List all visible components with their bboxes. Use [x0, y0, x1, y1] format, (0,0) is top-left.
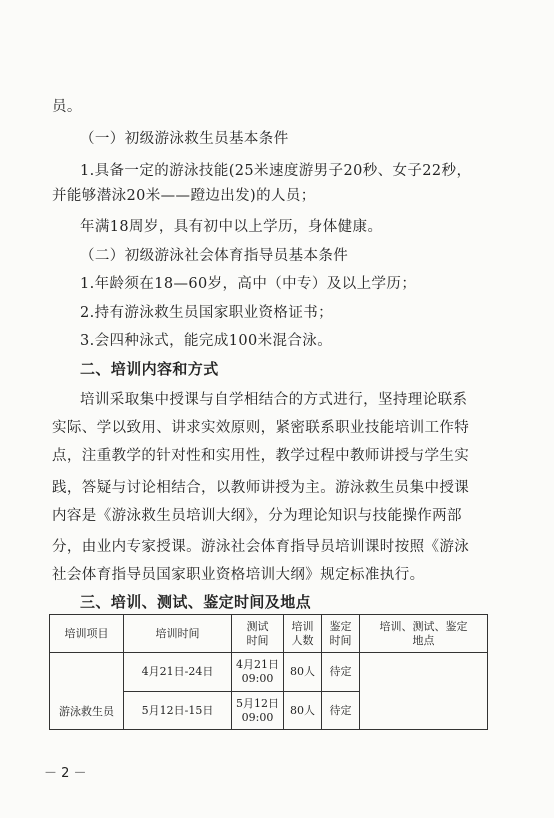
paragraph-line: 社会体育指导员国家职业资格培训大纲》规定标准执行。: [52, 567, 425, 583]
paragraph-line: 内容是《游泳救生员培训大纲》，分为理论知识与技能操作两部: [52, 508, 462, 524]
cell-location: [360, 653, 488, 730]
table-header-row: [50, 615, 488, 653]
paragraph-line: 践，答疑与讨论相结合，以教师讲授为主。游泳救生员集中授课: [52, 480, 470, 496]
header-trainee-count: 培训 人数: [284, 615, 322, 653]
page-number: － 2 －: [44, 766, 87, 781]
paragraph-line: 员。: [52, 99, 82, 115]
paragraph-line: 2.持有游泳救生员国家职业资格证书；: [80, 305, 334, 321]
paragraph-line: 培训采取集中授课与自学相结合的方式进行，坚持理论联系: [80, 392, 468, 408]
paragraph-line: 并能够潜泳20米——蹬边出发)的人员；: [52, 188, 316, 204]
subheading-basic-conditions-lifeguard: （一）初级游泳救生员基本条件: [80, 131, 289, 147]
header-training-item: 培训项目: [50, 615, 124, 653]
paragraph-line: 1.具备一定的游泳技能(25米速度游男子20秒、女子22秒，: [80, 163, 472, 179]
paragraph-line: 1.年龄须在18—60岁，高中（中专）及以上学历；: [80, 276, 417, 292]
cell-test-time: 4月21日 09:00: [232, 653, 284, 692]
cell-count: 80人: [284, 653, 322, 692]
schedule-table: [49, 614, 488, 730]
cell-training-time: 4月21日-24日: [124, 653, 232, 692]
cell-count: 80人: [284, 692, 322, 730]
paragraph-line: 实际、学以致用、讲求实效原则，紧密联系职业技能培训工作特: [52, 420, 470, 436]
paragraph-line: 分，由业内专家授课。游泳社会体育指导员培训课时按照《游泳: [52, 539, 470, 555]
section-heading-schedule: 三、培训、测试、鉴定时间及地点: [80, 593, 312, 611]
header-training-time: 培训时间: [124, 615, 232, 653]
header-test-time: 测试 时间: [232, 615, 284, 653]
subheading-basic-conditions-instructor: （二）初级游泳社会体育指导员基本条件: [80, 248, 349, 264]
paragraph-line: 点，注重教学的针对性和实用性，教学过程中教师讲授与学生实: [52, 448, 470, 464]
cell-project: 游泳救生员: [50, 653, 124, 730]
header-location: 培训、测试、鉴定 地点: [360, 615, 488, 653]
table-row: [50, 653, 488, 692]
paragraph-line: 3.会四种泳式，能完成100米混合泳。: [80, 333, 333, 349]
paragraph-line: 年满18周岁，具有初中以上学历，身体健康。: [80, 219, 383, 235]
cell-appraisal: 待定: [322, 692, 360, 730]
cell-test-time: 5月12日 09:00: [232, 692, 284, 730]
cell-training-time: 5月12日-15日: [124, 692, 232, 730]
header-appraisal-time: 鉴定 时间: [322, 615, 360, 653]
cell-appraisal: 待定: [322, 653, 360, 692]
section-heading-content: 二、培训内容和方式: [80, 360, 219, 378]
